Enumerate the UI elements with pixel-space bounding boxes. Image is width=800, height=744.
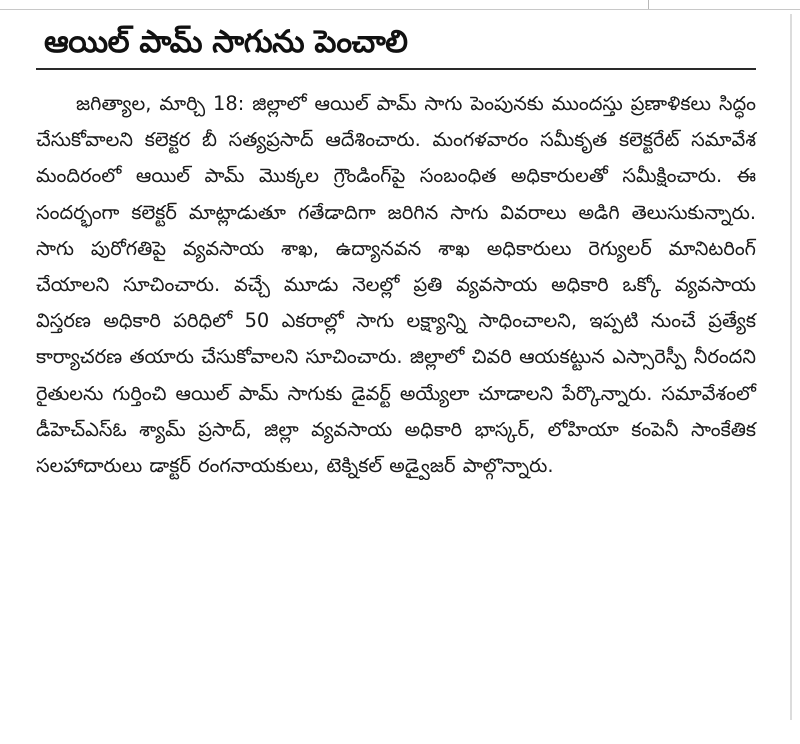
news-article <box>36 20 756 484</box>
article-body: జగిత్యాల, మార్చి 18: జిల్లాలో ఆయిల్ పామ్ సాగు పెంపునకు ముందస్తు ప్రణాళికలు సిద్ధం చేసుకోవాలని కలెక్టర బీ సత్యప్రసాద్ ఆదేశించారు. మంగళవారం సమీకృత కలెక్టరేట్ సమావేశ మందిరంలో ఆయిల్ పామ్ మొక్కల గ్రౌండింగ్‌పై సంబంధిత అధికారులతో సమీక్షించారు. ఈ సందర్భంగా కలెక్టర్ మాట్లాడుతూ గతేడాదిగా జరిగిన సాగు వివరాలు అడిగి తెలుసుకున్నారు. సాగు పురోగతిపై వ్యవసాయ శాఖ, ఉద్యానవన శాఖ అధికారులు రెగ్యులర్ మానిటరింగ్ చేయాలని సూచించారు. వచ్చే మూడు నెలల్లో ప్రతి వ్యవసాయ అధికారి ఒక్కో వ్యవసాయ విస్తరణ అధికారి పరిధిలో 50 ఎకరాల్లో సాగు లక్ష్యాన్ని సాధించాలని, ఇప్పటి నుంచే ప్రత్యేక కార్యాచరణ తయారు చేసుకోవాలని సూచించారు. జిల్లాలో చివరి ఆయకట్టున ఎస్సారెస్పీ నీరందని రైతులను గుర్తించి ఆయిల్ పామ్ సాగుకు డైవర్ట్ అయ్యేలా చూడాలని పేర్కొన్నారు. సమావేశంలో డీహెచ్‌ఎస్‌ఓ శ్యామ్ ప్రసాద్, జిల్లా వ్యవసాయ అధికారి భాస్కర్, లోహియా కంపెనీ సాంకేతిక సలహాదారులు డాక్టర్ రంగనాయకులు, టెక్నికల్ అడ్వైజర్ పాల్గొన్నారు. <box>36 92 756 478</box>
top-border-rule <box>0 0 800 10</box>
next-article-headline-cropped <box>36 704 756 744</box>
article-headline: ఆయిల్ పామ్ సాగును పెంచాలి <box>44 24 408 60</box>
column-edge-shadow <box>790 14 792 720</box>
headline-underline <box>36 68 756 70</box>
column-divider-tick <box>648 0 649 9</box>
